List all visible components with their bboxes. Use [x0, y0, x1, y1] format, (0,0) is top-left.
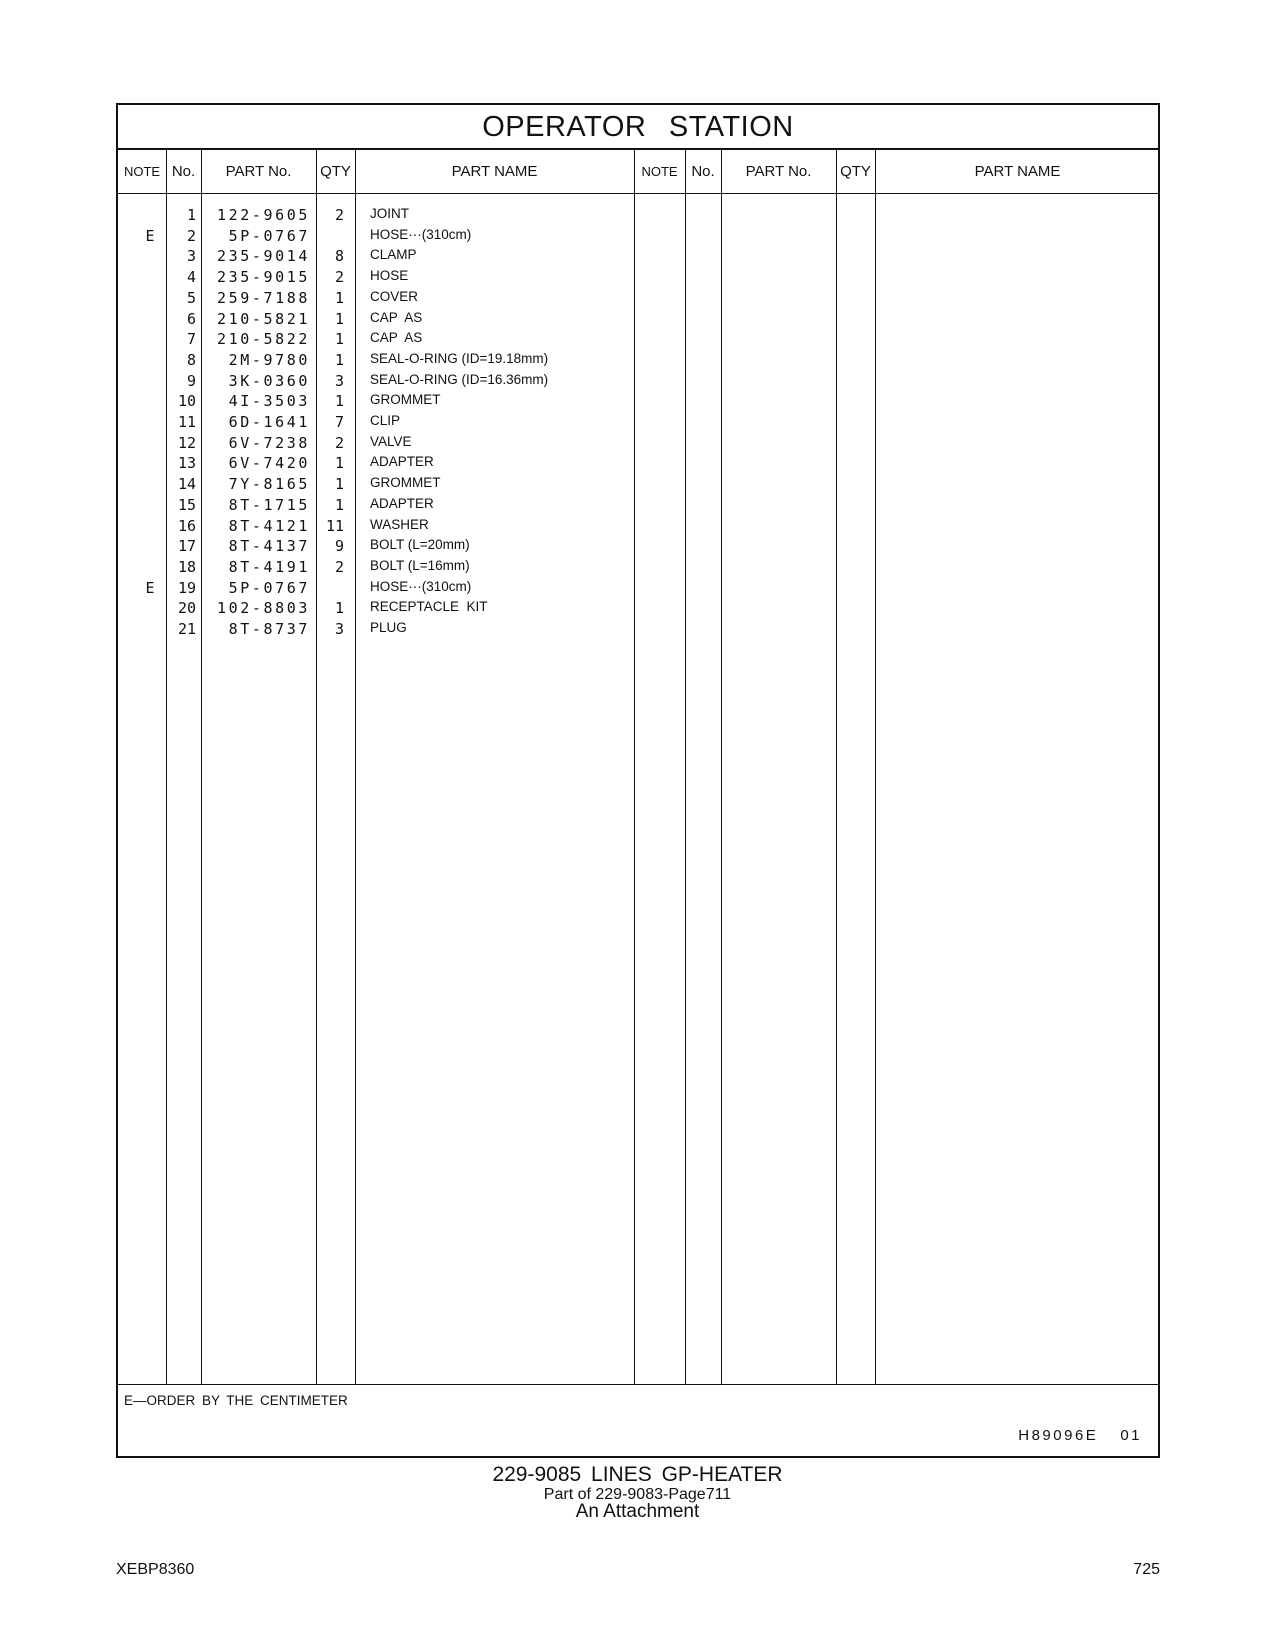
row-number: 8	[186, 350, 196, 369]
row-quantity: 1	[334, 454, 344, 473]
row-part-number: 8T-4191	[228, 557, 310, 576]
header-no-left: No.	[171, 163, 196, 180]
row-quantity: 3	[334, 620, 344, 638]
table-row	[118, 206, 1158, 228]
row-number: 3	[186, 247, 196, 266]
row-number: 4	[186, 268, 196, 287]
row-part-name: JOINT	[370, 206, 409, 221]
row-part-name: CLIP	[370, 413, 401, 428]
row-part-name: HOSE···(310cm)	[370, 226, 472, 242]
row-number: 17	[177, 537, 196, 556]
row-quantity: 2	[334, 557, 344, 576]
table-row	[118, 372, 1158, 394]
row-part-name: ADAPTER	[370, 495, 434, 511]
row-quantity: 1	[334, 392, 344, 411]
row-number: 18	[177, 557, 196, 576]
row-part-number: 6V-7420	[228, 454, 310, 473]
row-part-name: BOLT (L=16mm)	[370, 557, 470, 573]
row-part-number: 3K-0360	[228, 371, 310, 390]
header-part-name-left: PART NAME	[451, 163, 538, 180]
row-part-name: HOSE···(310cm)	[370, 578, 472, 594]
header-note-left: NOTE	[123, 164, 161, 179]
table-row	[118, 579, 1158, 601]
row-number: 15	[177, 495, 196, 514]
row-part-name: RECEPTACLE KIT	[370, 599, 488, 615]
row-quantity: 1	[334, 599, 344, 618]
row-part-name: CLAMP	[370, 247, 417, 263]
table-row	[118, 227, 1158, 249]
table-row	[118, 247, 1158, 269]
row-part-name: SEAL-O-RING (ID=16.36mm)	[370, 371, 549, 387]
table-row	[118, 413, 1158, 435]
row-part-number: 7Y-8165	[228, 475, 310, 494]
row-part-number: 259-7188	[216, 288, 310, 307]
row-quantity: 2	[334, 206, 344, 224]
reference-code: H89096E	[1018, 1427, 1099, 1444]
table-row	[118, 558, 1158, 580]
row-number: 5	[186, 288, 196, 307]
row-quantity: 7	[334, 413, 344, 431]
row-quantity: 1	[334, 330, 344, 349]
row-number: 16	[177, 516, 196, 535]
reference-revision: 01	[1120, 1427, 1142, 1444]
row-part-name: VALVE	[370, 433, 412, 449]
row-part-name: ADAPTER	[370, 454, 434, 470]
header-note-right: NOTE	[641, 164, 678, 179]
row-part-number: 235-9014	[216, 247, 310, 266]
row-part-number: 210-5821	[216, 309, 310, 328]
row-part-number: 102-8803	[216, 599, 310, 618]
row-number: 19	[177, 578, 196, 597]
row-part-name: COVER	[370, 288, 419, 304]
row-part-name: GROMMET	[370, 392, 441, 408]
row-note: E	[145, 226, 155, 245]
table-row	[118, 517, 1158, 539]
footer-divider	[118, 1384, 1158, 1385]
row-quantity: 1	[334, 288, 344, 307]
table-row	[118, 434, 1158, 456]
row-number: 20	[177, 599, 196, 618]
row-quantity: 1	[334, 475, 344, 494]
row-part-number: 122-9605	[216, 206, 310, 224]
table-row	[118, 310, 1158, 332]
row-part-number: 5P-0767	[228, 226, 310, 245]
row-number: 10	[177, 392, 196, 411]
row-number: 6	[186, 309, 196, 328]
row-part-number: 8T-4137	[228, 537, 310, 556]
header-part-no-right: PART No.	[745, 163, 812, 180]
header-qty-left: QTY	[320, 163, 351, 180]
header-part-no-left: PART No.	[225, 163, 292, 180]
row-part-number: 235-9015	[216, 268, 310, 287]
table-row	[118, 599, 1158, 621]
row-number: 1	[186, 206, 196, 224]
row-quantity: 3	[334, 371, 344, 390]
row-part-name: GROMMET	[370, 475, 441, 491]
row-quantity: 1	[334, 350, 344, 369]
row-part-name: CAP AS	[370, 309, 423, 325]
row-quantity: 1	[334, 495, 344, 514]
row-part-number: 4I-3503	[228, 392, 310, 411]
row-part-name: WASHER	[370, 516, 429, 532]
header-part-name-right: PART NAME	[974, 163, 1061, 180]
row-number: 13	[177, 454, 196, 473]
table-row	[118, 620, 1158, 642]
row-note: E	[145, 578, 155, 597]
row-part-number: 210-5822	[216, 330, 310, 349]
table-row	[118, 330, 1158, 352]
group-parent-reference: Part of 229-9083-Page711	[543, 1486, 732, 1503]
illustration-reference	[1018, 1427, 1142, 1444]
row-quantity: 11	[325, 516, 344, 535]
section-title: OPERATOR STATION	[118, 105, 1158, 150]
header-qty-right: QTY	[840, 163, 871, 180]
table-row	[118, 537, 1158, 559]
row-number: 2	[186, 226, 196, 245]
row-part-number: 6V-7238	[228, 433, 310, 452]
row-quantity: 2	[334, 268, 344, 287]
row-part-number: 6D-1641	[228, 413, 310, 431]
row-part-number: 8T-4121	[228, 516, 310, 535]
row-part-number: 8T-1715	[228, 495, 310, 514]
row-part-number: 2M-9780	[228, 350, 310, 369]
row-part-number: 8T-8737	[228, 620, 310, 638]
table-row	[118, 289, 1158, 311]
row-quantity: 9	[334, 537, 344, 556]
row-number: 21	[177, 620, 196, 638]
row-quantity: 2	[334, 433, 344, 452]
table-row	[118, 475, 1158, 497]
row-part-name: SEAL-O-RING (ID=19.18mm)	[370, 350, 549, 366]
footnote: E—ORDER BY THE CENTIMETER	[124, 1393, 348, 1408]
document-id: XEBP8360	[116, 1561, 195, 1578]
row-number: 11	[177, 413, 196, 431]
row-number: 7	[186, 330, 196, 349]
table-header	[118, 150, 1158, 194]
header-no-right: No.	[691, 163, 715, 180]
row-number: 12	[177, 433, 196, 452]
row-quantity: 8	[334, 247, 344, 266]
table-row	[118, 392, 1158, 414]
row-part-name: CAP AS	[370, 330, 423, 346]
row-number: 9	[186, 371, 196, 390]
parts-list-frame	[116, 103, 1160, 1458]
group-type: An Attachment	[575, 1501, 700, 1522]
table-row	[118, 454, 1158, 476]
row-quantity: 1	[334, 309, 344, 328]
row-part-name: BOLT (L=20mm)	[370, 537, 470, 553]
group-title: 229-9085 LINES GP-HEATER	[492, 1463, 783, 1486]
page-number: 725	[1133, 1561, 1160, 1578]
table-row	[118, 496, 1158, 518]
table-row	[118, 351, 1158, 373]
table-row	[118, 268, 1158, 290]
row-part-name: HOSE	[370, 268, 409, 284]
row-part-number: 5P-0767	[228, 578, 310, 597]
row-number: 14	[177, 475, 196, 494]
row-part-name: PLUG	[370, 620, 407, 635]
